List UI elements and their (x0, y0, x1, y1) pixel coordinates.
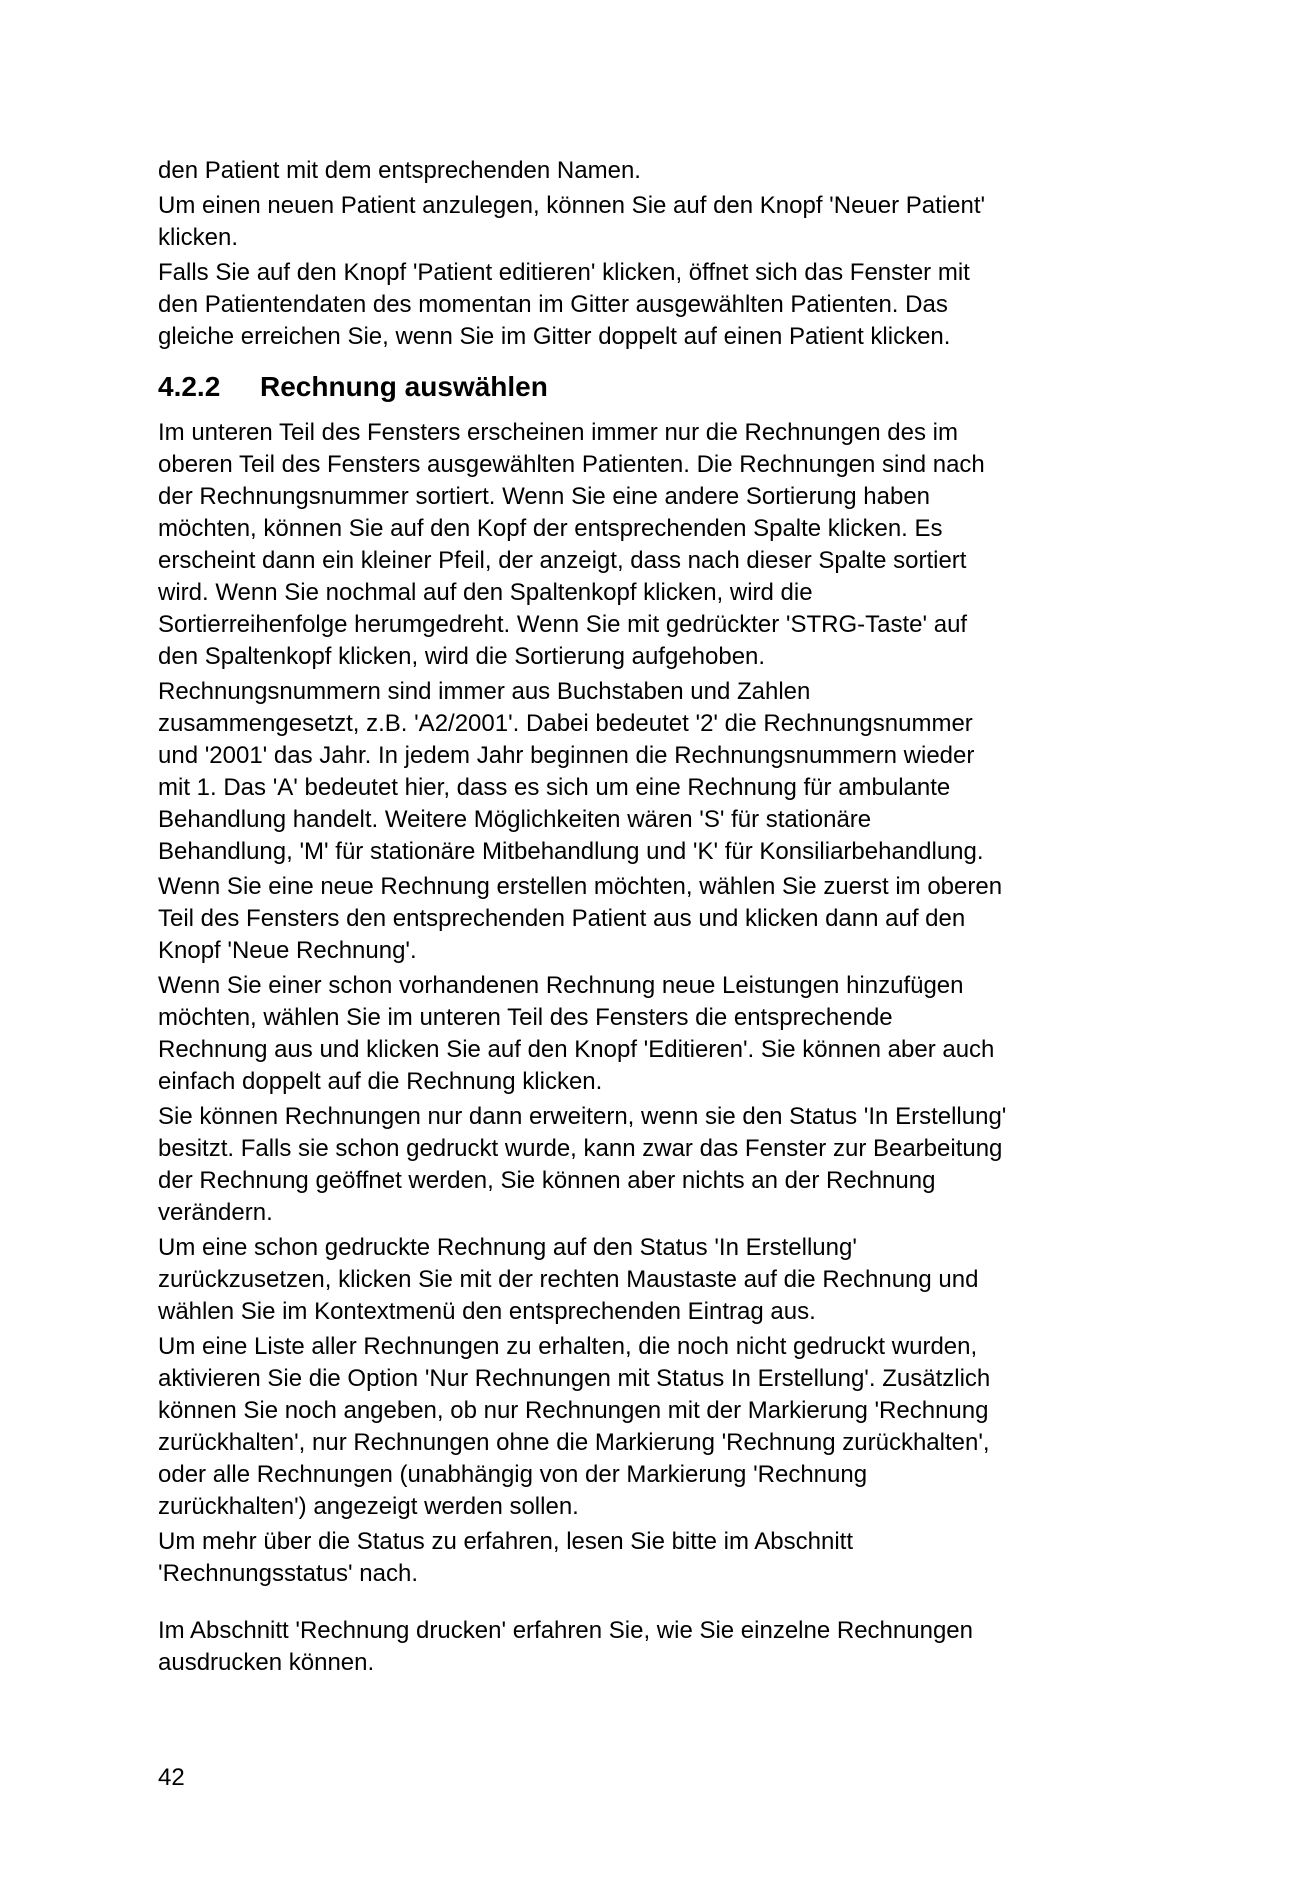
text-line: 'Rechnungsstatus' nach. (158, 1560, 418, 1587)
text-line: möchten, können Sie auf den Kopf der entsprechenden Spalte klicken. Es (158, 515, 943, 542)
text-line: oberen Teil des Fensters ausgewählten Patienten. Die Rechnungen sind nach (158, 451, 985, 478)
text-line: Wenn Sie eine neue Rechnung erstellen möchten, wählen Sie zuerst im oberen (158, 873, 1003, 900)
paragraph-spacer (158, 1593, 1158, 1615)
paragraph (158, 676, 1158, 868)
text-line: Im Abschnitt 'Rechnung drucken' erfahren Sie, wie Sie einzelne Rechnungen (158, 1617, 973, 1644)
document-page (158, 155, 1158, 1682)
paragraph (158, 257, 1158, 353)
text-line: Behandlung, 'M' für stationäre Mitbehandlung und 'K' für Konsiliarbehandlung. (158, 838, 984, 865)
text-line: den Patient mit dem entsprechenden Namen. (158, 157, 641, 184)
text-line: Falls Sie auf den Knopf 'Patient editieren' klicken, öffnet sich das Fenster mit (158, 259, 970, 286)
paragraph (158, 1101, 1158, 1229)
closing-paragraphs (158, 1615, 1158, 1679)
section-heading (158, 367, 1158, 407)
text-line: Um einen neuen Patient anzulegen, können Sie auf den Knopf 'Neuer Patient' (158, 192, 986, 219)
paragraph (158, 1331, 1158, 1523)
intro-paragraphs (158, 155, 1158, 353)
text-line: Wenn Sie einer schon vorhandenen Rechnung neue Leistungen hinzufügen (158, 972, 964, 999)
text-line: zurückzusetzen, klicken Sie mit der rechten Maustaste auf die Rechnung und (158, 1266, 979, 1293)
text-line: und '2001' das Jahr. In jedem Jahr beginnen die Rechnungsnummern wieder (158, 742, 975, 769)
text-line: Teil des Fensters den entsprechenden Patient aus und klicken dann auf den (158, 905, 966, 932)
text-line: mit 1. Das 'A' bedeutet hier, dass es sich um eine Rechnung für ambulante (158, 774, 951, 801)
text-line: ausdrucken können. (158, 1649, 375, 1676)
paragraph (158, 1232, 1158, 1328)
text-line: Sie können Rechnungen nur dann erweitern, wenn sie den Status 'In Erstellung' (158, 1103, 1007, 1130)
paragraph (158, 417, 1158, 673)
text-line: aktivieren Sie die Option 'Nur Rechnungen mit Status In Erstellung'. Zusätzlich (158, 1365, 991, 1392)
page-number: 42 (158, 1764, 185, 1791)
text-line: wird. Wenn Sie nochmal auf den Spaltenkopf klicken, wird die (158, 579, 813, 606)
text-line: oder alle Rechnungen (unabhängig von der Markierung 'Rechnung (158, 1461, 868, 1488)
text-line: erscheint dann ein kleiner Pfeil, der anzeigt, dass nach dieser Spalte sortiert (158, 547, 967, 574)
text-line: können Sie noch angeben, ob nur Rechnungen mit der Markierung 'Rechnung (158, 1397, 989, 1424)
text-line: klicken. (158, 224, 239, 251)
text-line: möchten, wählen Sie im unteren Teil des Fensters die entsprechende (158, 1004, 893, 1031)
text-line: Rechnungsnummern sind immer aus Buchstaben und Zahlen (158, 678, 811, 705)
text-line: Knopf 'Neue Rechnung'. (158, 937, 417, 964)
section-number: 4.2.2 (158, 371, 221, 402)
text-line: wählen Sie im Kontextmenü den entsprechenden Eintrag aus. (158, 1298, 816, 1325)
text-line: gleiche erreichen Sie, wenn Sie im Gitter doppelt auf einen Patient klicken. (158, 323, 951, 350)
text-line: verändern. (158, 1199, 273, 1226)
text-line: Um eine schon gedruckte Rechnung auf den Status 'In Erstellung' (158, 1234, 857, 1261)
text-line: Sortierreihenfolge herumgedreht. Wenn Sie mit gedrückter 'STRG-Taste' auf (158, 611, 968, 638)
paragraph (158, 1615, 1158, 1679)
text-line: zurückhalten', nur Rechnungen ohne die Markierung 'Rechnung zurückhalten', (158, 1429, 990, 1456)
text-line: einfach doppelt auf die Rechnung klicken. (158, 1068, 603, 1095)
text-line: zurückhalten') angezeigt werden sollen. (158, 1493, 579, 1520)
text-line: der Rechnungsnummer sortiert. Wenn Sie eine andere Sortierung haben (158, 483, 931, 510)
text-line: Behandlung handelt. Weitere Möglichkeiten wären 'S' für stationäre (158, 806, 872, 833)
text-line: Rechnung aus und klicken Sie auf den Knopf 'Editieren'. Sie können aber auch (158, 1036, 995, 1063)
text-line: besitzt. Falls sie schon gedruckt wurde, kann zwar das Fenster zur Bearbeitung (158, 1135, 1003, 1162)
paragraph (158, 871, 1158, 967)
text-line: zusammengesetzt, z.B. 'A2/2001'. Dabei bedeutet '2' die Rechnungsnummer (158, 710, 973, 737)
paragraph (158, 970, 1158, 1098)
text-line: den Spaltenkopf klicken, wird die Sortierung aufgehoben. (158, 643, 766, 670)
paragraph (158, 155, 1158, 187)
text-line: Um mehr über die Status zu erfahren, lesen Sie bitte im Abschnitt (158, 1528, 854, 1555)
paragraph (158, 190, 1158, 254)
text-line: Um eine Liste aller Rechnungen zu erhalten, die noch nicht gedruckt wurden, (158, 1333, 978, 1360)
section-paragraphs (158, 417, 1158, 1590)
paragraph (158, 1526, 1158, 1590)
text-line: der Rechnung geöffnet werden, Sie können aber nichts an der Rechnung (158, 1167, 936, 1194)
section-title: Rechnung auswählen (260, 371, 548, 402)
text-line: Im unteren Teil des Fensters erscheinen immer nur die Rechnungen des im (158, 419, 958, 446)
text-line: den Patientendaten des momentan im Gitter ausgewählten Patienten. Das (158, 291, 948, 318)
